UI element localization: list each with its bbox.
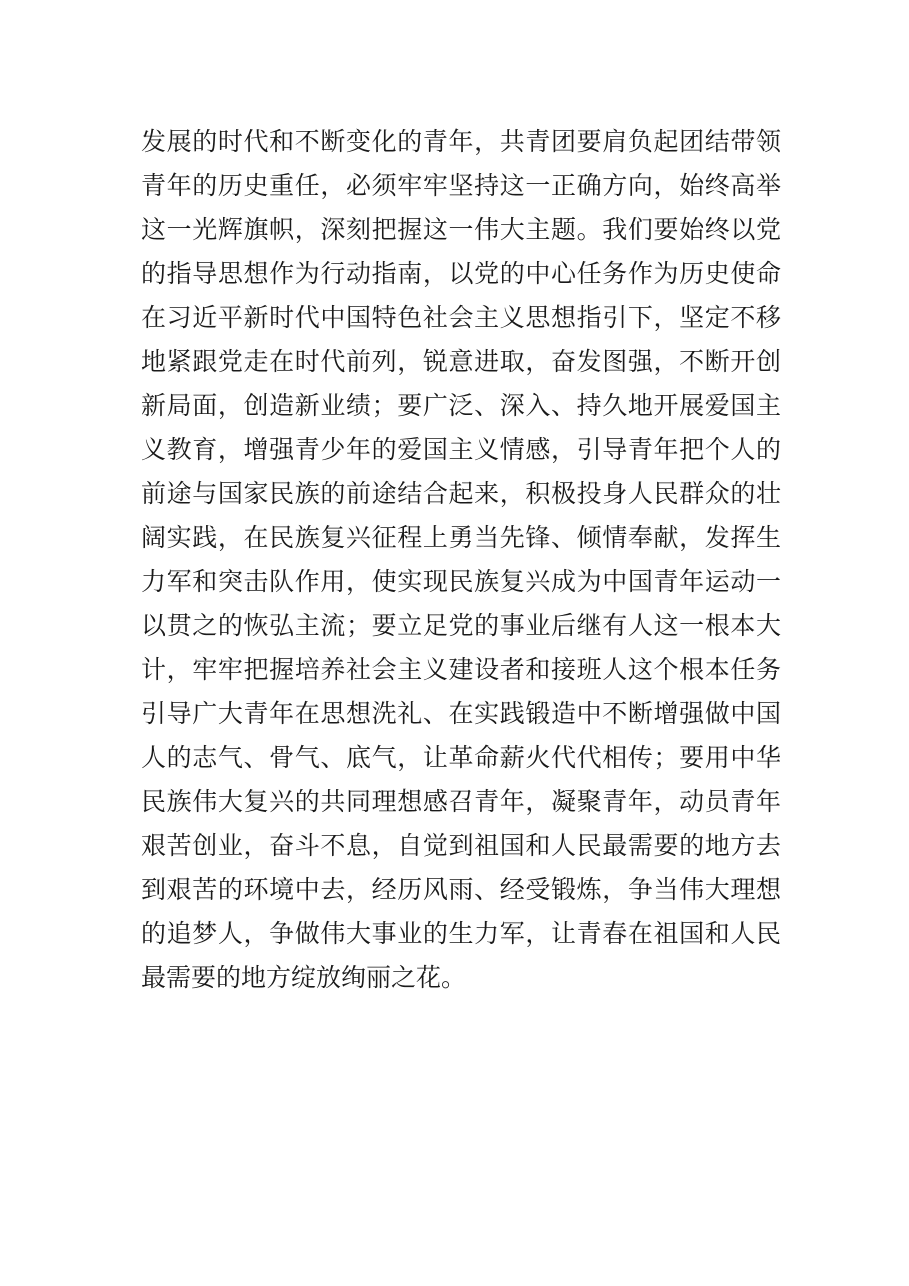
text-line: 阔实践，在民族复兴征程上勇当先锋、倾情奉献，发挥生	[141, 523, 781, 552]
text-line: 新局面，创造新业绩；要广泛、深入、持久地开展爱国主	[141, 391, 781, 420]
text-line: 引导广大青年在思想洗礼、在实践锻造中不断增强做中国	[141, 699, 781, 728]
body-paragraph	[141, 120, 781, 1000]
text-line: 发展的时代和不断变化的青年，共青团要肩负起团结带领	[141, 127, 781, 156]
text-line: 义教育，增强青少年的爱国主义情感，引导青年把个人的	[141, 435, 781, 464]
text-line: 人的志气、骨气、底气，让革命薪火代代相传；要用中华	[141, 743, 781, 772]
text-line: 民族伟大复兴的共同理想感召青年，凝聚青年，动员青年	[141, 787, 781, 816]
text-line: 以贯之的恢弘主流；要立足党的事业后继有人这一根本大	[141, 611, 781, 640]
text-line: 这一光辉旗帜，深刻把握这一伟大主题。我们要始终以党	[141, 215, 781, 244]
text-line: 的追梦人，争做伟大事业的生力军，让青春在祖国和人民	[141, 919, 781, 948]
text-line: 力军和突击队作用，使实现民族复兴成为中国青年运动一	[141, 567, 781, 596]
text-line: 地紧跟党走在时代前列，锐意进取，奋发图强，不断开创	[141, 347, 781, 376]
text-line: 艰苦创业，奋斗不息，自觉到祖国和人民最需要的地方去	[141, 831, 781, 860]
text-line: 计，牢牢把握培养社会主义建设者和接班人这个根本任务	[141, 655, 781, 684]
text-line: 最需要的地方绽放绚丽之花。	[141, 963, 467, 992]
text-line: 的指导思想作为行动指南，以党的中心任务作为历史使命	[141, 259, 781, 288]
text-line: 到艰苦的环境中去，经历风雨、经受锻炼，争当伟大理想	[141, 875, 781, 904]
text-line: 前途与国家民族的前途结合起来，积极投身人民群众的壮	[141, 479, 781, 508]
text-line: 在习近平新时代中国特色社会主义思想指引下，坚定不移	[141, 303, 781, 332]
text-line: 青年的历史重任，必须牢牢坚持这一正确方向，始终高举	[141, 171, 781, 200]
